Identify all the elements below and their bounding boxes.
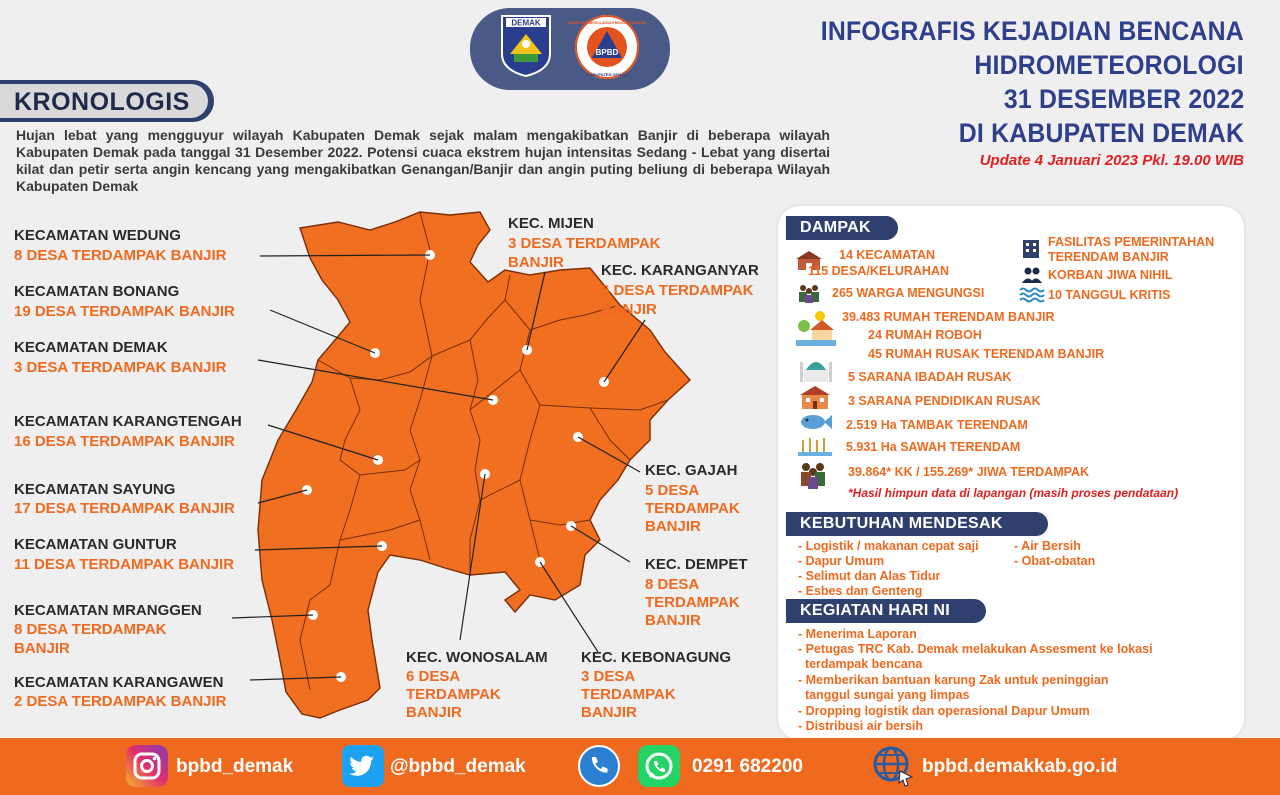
label-mijen-name: KEC. MIJEN xyxy=(508,215,594,232)
rice-field-icon xyxy=(798,436,832,456)
label-kebonagung-value3: BANJIR xyxy=(581,704,637,721)
label-gajah-name: KEC. GAJAH xyxy=(645,462,738,479)
dampak-desa: 115 DESA/KELURAHAN xyxy=(808,264,950,278)
label-kebonagung-value: 3 DESA xyxy=(581,668,636,685)
label-karangtengah-name: KECAMATAN KARANGTENGAH xyxy=(14,413,242,430)
globe-icon[interactable] xyxy=(872,745,914,787)
label-mranggen-name: KECAMATAN MRANGGEN xyxy=(14,602,202,619)
kebutuhan-item: - Selimut dan Alas Tidur xyxy=(798,569,941,583)
dampak-mengungsi: 265 WARGA MENGUNGSI xyxy=(832,286,985,300)
label-mranggen-value2: BANJIR xyxy=(14,640,70,657)
dampak-jiwa: 39.864* KK / 155.269* JIWA TERDAMPAK xyxy=(848,465,1090,479)
kronologis-text: Hujan lebat yang mengguyur wilayah Kabupaten Demak sejak malam mengakibatkan Banjir di beberapa wilayah Kabupaten Demak pada tanggal 31 Desember 2022. Potensi cuaca ekstrem hujan intensitas Sedang - Lebat yang disertai kilat dan petir serta angin kencang yang mengakibatkan Genangan/Banjir dan angin puting beliung di beberapa Wilayah Kabupaten Demak xyxy=(16,127,830,194)
kebutuhan-item: - Dapur Umum xyxy=(798,554,885,568)
kegiatan-item: terdampak bencana xyxy=(798,657,923,671)
evacuees-icon xyxy=(796,282,822,304)
kebutuhan-item: - Obat-obatan xyxy=(1014,554,1096,568)
label-bonang-value: 19 DESA TERDAMPAK BANJIR xyxy=(14,303,235,320)
kebutuhan-item: - Air Bersih xyxy=(1014,539,1081,553)
label-karanganyar-value2: BANJIR xyxy=(601,301,657,318)
kegiatan-item: - Memberikan bantuan karung Zak untuk peninggian xyxy=(798,673,1109,687)
label-dempet-name: KEC. DEMPET xyxy=(645,556,748,573)
website-url[interactable]: bpbd.demakkab.go.id xyxy=(922,756,1118,777)
label-dempet-value3: BANJIR xyxy=(645,612,701,629)
label-karangawen-name: KECAMATAN KARANGAWEN xyxy=(14,674,224,691)
kebutuhan-item: - Logistik / makanan cepat saji xyxy=(798,539,979,553)
label-mranggen-value: 8 DESA TERDAMPAK xyxy=(14,621,167,638)
label-karanganyar-name: KEC. KARANGANYAR xyxy=(601,262,759,279)
label-mijen-value2: BANJIR xyxy=(508,254,564,271)
label-mijen-value: 3 DESA TERDAMPAK xyxy=(508,235,661,252)
label-gajah-value3: BANJIR xyxy=(645,518,701,535)
instagram-icon[interactable] xyxy=(126,745,168,787)
title-line-4: DI KABUPATEN DEMAK xyxy=(958,118,1244,148)
label-guntur-name: KECAMATAN GUNTUR xyxy=(14,536,177,553)
dampak-note: *Hasil himpun data di lapangan (masih proses pendataan) xyxy=(848,486,1179,500)
whatsapp-icon[interactable] xyxy=(638,745,680,787)
demak-logo-text: DEMAK xyxy=(511,18,541,28)
label-guntur-value: 11 DESA TERDAMPAK BANJIR xyxy=(14,556,235,573)
title-line-3: 31 DESEMBER 2022 xyxy=(1003,84,1244,114)
dampak-kecamatan: 14 KECAMATAN xyxy=(839,248,936,262)
dampak-rumah-rusak: 45 RUMAH RUSAK TERENDAM BANJIR xyxy=(868,347,1105,361)
dampak-fasilitas-1: FASILITAS PEMERINTAHAN xyxy=(1048,235,1215,249)
label-demak-name: KECAMATAN DEMAK xyxy=(14,339,168,356)
dampak-rumah-terendam: 39.483 RUMAH TERENDAM BANJIR xyxy=(842,310,1055,324)
label-karangtengah-value: 16 DESA TERDAMPAK BANJIR xyxy=(14,433,235,450)
dampak-pendidikan: 3 SARANA PENDIDIKAN RUSAK xyxy=(848,394,1041,408)
label-wonosalam-name: KEC. WONOSALAM xyxy=(406,649,548,666)
dampak-fasilitas-2: TERENDAM BANJIR xyxy=(1048,250,1169,264)
mosque-icon xyxy=(798,354,834,384)
label-karanganyar-value: 6 DESA TERDAMPAK xyxy=(601,282,754,299)
dampak-korban: KORBAN JIWA NIHIL xyxy=(1048,268,1173,282)
instagram-handle[interactable]: bpbd_demak xyxy=(176,756,294,777)
kebutuhan-title: KEBUTUHAN MENDESAK xyxy=(786,512,1048,536)
kegiatan-title: KEGIATAN HARI NI xyxy=(786,599,986,623)
government-building-icon xyxy=(1020,238,1042,260)
title-line-2: HIDROMETEOROLOGI xyxy=(974,50,1244,80)
label-wonosalam-value2: TERDAMPAK xyxy=(406,686,501,703)
kegiatan-item: - Distribusi air bersih xyxy=(798,719,924,733)
label-gajah-value2: TERDAMPAK xyxy=(645,500,740,517)
kegiatan-item: - Dropping logistik dan operasional Dapur Umum xyxy=(798,704,1090,718)
school-icon xyxy=(798,385,832,411)
label-wedung-value: 8 DESA TERDAMPAK BANJIR xyxy=(14,247,227,264)
house-flood-icon xyxy=(796,310,836,346)
dampak-sawah: 5.931 Ha SAWAH TERENDAM xyxy=(846,440,1021,454)
label-sayung-name: KECAMATAN SAYUNG xyxy=(14,481,176,498)
title-line-1: INFOGRAFIS KEJADIAN BENCANA xyxy=(820,16,1244,46)
dampak-title: DAMPAK xyxy=(786,216,898,240)
label-sayung-value: 17 DESA TERDAMPAK BANJIR xyxy=(14,500,235,517)
water-waves-icon xyxy=(1020,287,1042,301)
bpbd-logo-ring: BADAN PENANGGULANGAN BENCANA DAERAH xyxy=(567,21,647,25)
label-wonosalam-value: 6 DESA xyxy=(406,668,461,685)
phone-icon[interactable] xyxy=(578,745,620,787)
label-bonang-name: KECAMATAN BONANG xyxy=(14,283,180,300)
label-kebonagung-value2: TERDAMPAK xyxy=(581,686,676,703)
twitter-handle[interactable]: @bpbd_demak xyxy=(390,756,526,777)
label-wedung-name: KECAMATAN WEDUNG xyxy=(14,227,181,244)
label-wonosalam-value3: BANJIR xyxy=(406,704,462,721)
kegiatan-item: - Menerima Laporan xyxy=(798,627,917,641)
twitter-icon[interactable] xyxy=(342,745,384,787)
fish-icon xyxy=(798,412,832,432)
bpbd-logo-sub: KABUPATEN DEMAK xyxy=(586,72,628,77)
label-dempet-value: 8 DESA xyxy=(645,576,700,593)
kegiatan-item: - Petugas TRC Kab. Demak melakukan Assesment ke lokasi xyxy=(798,642,1153,656)
kronologis-title: KRONOLOGIS xyxy=(14,88,190,116)
dampak-rumah-roboh: 24 RUMAH ROBOH xyxy=(868,328,982,342)
dampak-tambak: 2.519 Ha TAMBAK TERENDAM xyxy=(846,418,1028,432)
phone-number[interactable]: 0291 682200 xyxy=(692,756,803,777)
dampak-ibadah: 5 SARANA IBADAH RUSAK xyxy=(848,370,1012,384)
bpbd-logo-text: BPBD xyxy=(595,48,619,57)
kegiatan-item: tanggul sungai yang limpas xyxy=(798,688,970,702)
label-dempet-value2: TERDAMPAK xyxy=(645,594,740,611)
label-karangawen-value: 2 DESA TERDAMPAK BANJIR xyxy=(14,693,227,710)
kebutuhan-item: - Esbes dan Genteng xyxy=(798,584,923,598)
dampak-tanggul: 10 TANGGUL KRITIS xyxy=(1048,288,1171,302)
label-kebonagung-name: KEC. KEBONAGUNG xyxy=(581,649,732,666)
update-timestamp: Update 4 Januari 2023 Pkl. 19.00 WIB xyxy=(979,152,1244,169)
people-icon xyxy=(1022,266,1042,284)
affected-people-icon xyxy=(798,460,828,490)
label-gajah-value: 5 DESA xyxy=(645,482,700,499)
label-demak-value: 3 DESA TERDAMPAK BANJIR xyxy=(14,359,227,376)
